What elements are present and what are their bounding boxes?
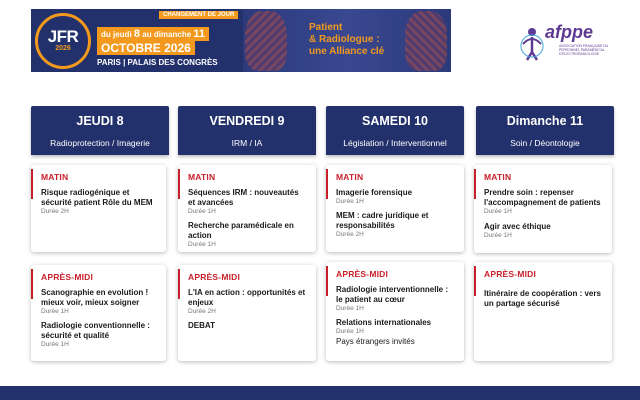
talk-item <box>41 321 158 349</box>
talk-duration: Durée 1H <box>188 241 216 248</box>
session-afternoon <box>31 265 166 361</box>
talk-duration: Durée 1H <box>188 208 216 215</box>
session-label: MATIN <box>41 172 69 182</box>
session-label: APRÈS-MIDI <box>484 269 537 279</box>
session-label: MATIN <box>188 172 216 182</box>
talk-duration: Durée 2H <box>188 308 216 315</box>
dates-day1: 8 <box>133 27 141 40</box>
day-theme: Soin / Déontologie <box>510 138 580 148</box>
session-afternoon <box>178 265 316 361</box>
talk-duration: Durée 1H <box>484 232 512 239</box>
talk-item <box>188 221 308 249</box>
event-banner <box>31 9 451 72</box>
session-morning <box>178 165 316 252</box>
talk-item <box>336 285 456 313</box>
talk-item <box>188 321 308 331</box>
talk-title: Agir avec éthique <box>484 222 551 231</box>
talk-title: Risque radiogénique et sécurité patient Rôle du MEM <box>41 188 153 207</box>
day-theme: Radioprotection / Imagerie <box>50 138 150 148</box>
talk-item <box>336 188 456 206</box>
talk-item <box>336 318 456 347</box>
jfr-logo <box>35 13 91 69</box>
talk-title: Recherche paramédicale en action <box>188 221 294 240</box>
afppe-subtitle: ASSOCIATION FRANÇAISE DU PERSONNEL PARAMÉDICAL D'ÉLECTRORADIOLOGIE <box>559 44 609 57</box>
jfr-logo-text: JFR <box>47 27 79 46</box>
banner-slogan <box>309 22 419 62</box>
session-morning <box>326 165 464 252</box>
session-label: APRÈS-MIDI <box>336 269 389 279</box>
session-morning <box>474 165 612 253</box>
talk-item <box>336 211 456 239</box>
talk-title: Imagerie forensique <box>336 188 413 197</box>
day-title: Dimanche 11 <box>506 114 584 128</box>
session-afternoon <box>474 262 612 361</box>
talk-item <box>484 222 604 240</box>
talk-title: L'IA en action : opportunités et enjeux <box>188 288 306 307</box>
talk-title: Itinéraire de coopération : vers un partage sécurisé <box>484 289 601 308</box>
day-title: JEUDI 8 <box>76 114 124 128</box>
talk-title: Scanographie en evolution ! mieux voir, mieux soigner <box>41 288 149 307</box>
talk-duration: Durée 1H <box>336 198 364 205</box>
talk-duration: Durée 1H <box>336 328 364 335</box>
day-column-samedi <box>326 106 464 155</box>
day-title: SAMEDI 10 <box>362 114 428 128</box>
banner-info-area <box>31 9 243 72</box>
talk-duration: Durée 1H <box>484 208 512 215</box>
talk-duration: Durée 2H <box>336 231 364 238</box>
talk-title: Radiologie interventionnelle : le patient au cœur <box>336 285 449 304</box>
banner-dates <box>97 15 218 67</box>
talk-title: DEBAT <box>188 321 215 330</box>
day-column-jeudi <box>31 106 169 155</box>
talk-duration: Durée 1H <box>336 305 364 312</box>
day-column-vendredi <box>178 106 316 155</box>
talk-item <box>188 188 308 216</box>
talk-note: Pays étrangers invités <box>336 337 415 346</box>
change-of-day-tag: CHANGEMENT DE JOUR <box>159 11 238 19</box>
talk-item <box>41 188 158 216</box>
session-morning <box>31 165 166 252</box>
slogan-line-2: & Radiologue : <box>309 34 380 45</box>
dates-prefix: du jeudi <box>101 29 132 39</box>
dates-middle: au dimanche <box>142 29 192 39</box>
session-label: MATIN <box>484 172 512 182</box>
afppe-logo <box>519 20 619 74</box>
talk-item <box>188 288 308 316</box>
talk-title: Prendre soin : repenser l'accompagnement de patients <box>484 188 601 207</box>
banner-artwork <box>243 9 451 72</box>
day-header <box>178 106 316 155</box>
session-label: APRÈS-MIDI <box>188 272 241 282</box>
talk-duration: Durée 1H <box>41 308 69 315</box>
day-theme: Législation / Interventionnel <box>343 138 447 148</box>
talk-title: Séquences IRM : nouveautés et avancées <box>188 188 299 207</box>
day-header <box>326 106 464 155</box>
slogan-line-1: Patient <box>309 22 343 33</box>
place-line: PARIS | PALAIS DES CONGRÈS <box>97 57 218 67</box>
face-left-illustration <box>245 11 287 71</box>
talk-item <box>484 289 604 309</box>
day-column-dimanche <box>476 106 614 155</box>
slogan-line-3: une Alliance clé <box>309 46 385 57</box>
talk-title: Relations internationales <box>336 318 432 327</box>
talk-item <box>484 188 604 216</box>
jfr-logo-year: 2026 <box>55 45 71 52</box>
talk-item <box>41 288 158 316</box>
footer-bar <box>0 386 640 400</box>
day-header <box>476 106 614 155</box>
talk-title: Radiologie conventionnelle : sécurité et qualité <box>41 321 150 340</box>
day-title: VENDREDI 9 <box>209 114 285 128</box>
session-label: MATIN <box>336 172 364 182</box>
day-header <box>31 106 169 155</box>
afppe-figure-icon <box>519 24 545 64</box>
talk-duration: Durée 1H <box>41 341 69 348</box>
day-theme: IRM / IA <box>231 138 263 148</box>
dates-day2: 11 <box>193 27 206 40</box>
month-line: OCTOBRE 2026 <box>97 41 195 55</box>
session-label: APRÈS-MIDI <box>41 272 94 282</box>
afppe-name: afppe <box>545 22 594 42</box>
dates-line <box>97 27 209 41</box>
session-afternoon <box>326 262 464 361</box>
talk-duration: Durée 2H <box>41 208 69 215</box>
talk-title: MEM : cadre juridique et responsabilités <box>336 211 429 230</box>
